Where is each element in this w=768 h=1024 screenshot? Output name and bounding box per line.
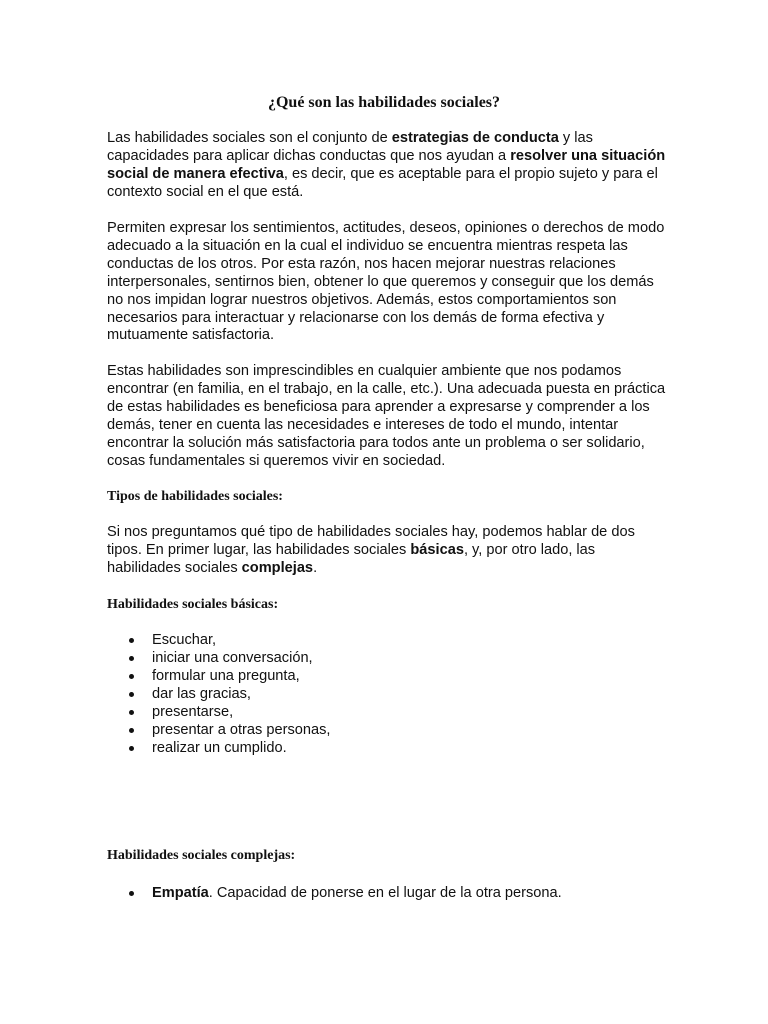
tipos-paragraph (107, 524, 667, 578)
list-item (107, 685, 330, 703)
bullet-icon (129, 891, 134, 896)
text-run: Las habilidades sociales son el conjunto de (107, 130, 392, 146)
list-item (107, 884, 562, 902)
bold-term: resolver una situación social de manera efectiva (107, 147, 666, 182)
list-item-text: . Capacidad de ponerse en el lugar de la otra persona. (208, 885, 562, 901)
basicas-list (107, 631, 330, 757)
complejas-list (107, 884, 562, 902)
bold-term: complejas (241, 559, 314, 576)
list-item-text: realizar un cumplido. (152, 740, 287, 756)
list-item-text: Escuchar, (152, 632, 217, 648)
list-item-text: formular una pregunta, (152, 668, 300, 684)
intro-paragraph-1 (107, 130, 667, 202)
text-run: , es decir, que es aceptable para el propio sujeto y para el contexto social en el que está. (107, 165, 658, 200)
text-run: Si nos preguntamos qué tipo de habilidades sociales hay, podemos hablar de dos tipos. En primer lugar, las habilidades sociales (107, 524, 635, 558)
bullet-icon (129, 746, 134, 751)
text-run: y las capacidades para aplicar dichas conductas que nos ayudan a (107, 130, 593, 164)
page-title: ¿Qué son las habilidades sociales? (267, 94, 501, 111)
list-item (107, 649, 330, 667)
bullet-icon (129, 674, 134, 679)
list-item (107, 739, 330, 757)
text-run: , y, por otro lado, las habilidades sociales (107, 541, 596, 576)
list-item (107, 721, 330, 739)
bullet-icon (129, 692, 134, 697)
intro-paragraph-2: Permiten expresar los sentimientos, actitudes, deseos, opiniones o derechos de modo adecuado a la situación en la cual el individuo se encuentra mientras respeta las conductas de los otros. Por esta razón, nos hacen mejorar nuestras relaciones interpersonales, sentirnos bien, obtener lo que queremos y conseguir que los demás no nos impidan lograr nuestros objetivos. Además, estos comportamientos son necesarios para interactuar y relacionarse con los demás de forma efectiva y mutuamente satisfactoria. (107, 220, 665, 344)
list-item-text: presentarse, (152, 704, 234, 720)
list-item (107, 631, 330, 649)
list-item (107, 703, 330, 721)
list-item (107, 667, 330, 685)
list-item-text: iniciar una conversación, (152, 650, 313, 666)
bullet-icon (129, 638, 134, 643)
list-item-text: presentar a otras personas, (152, 722, 331, 738)
bullet-icon (129, 728, 134, 733)
list-item-text: dar las gracias, (152, 686, 251, 702)
text-run: . (313, 559, 318, 576)
bullet-icon (129, 710, 134, 715)
tipos-heading: Tipos de habilidades sociales: (107, 489, 283, 504)
complejas-heading: Habilidades sociales complejas: (107, 848, 296, 863)
bold-term: estrategias de conducta (391, 130, 559, 146)
bullet-icon (129, 656, 134, 661)
intro-paragraph-3: Estas habilidades son imprescindibles en cualquier ambiente que nos podamos encontrar (en familia, en el trabajo, en la calle, etc.). Una adecuada puesta en práctica de estas habilidades es beneficiosa para aprender a expresarse y comprender a los demás, tener en cuenta las necesidades e intereses de todo el mundo, intentar encontrar la solución más satisfactoria para todos ante un problema o ser solidario, cosas fundamentales si queremos vivir en sociedad. (107, 363, 666, 469)
basicas-heading: Habilidades sociales básicas: (107, 597, 279, 612)
bold-term: Empatía (152, 885, 209, 901)
bold-term: básicas (410, 541, 464, 558)
